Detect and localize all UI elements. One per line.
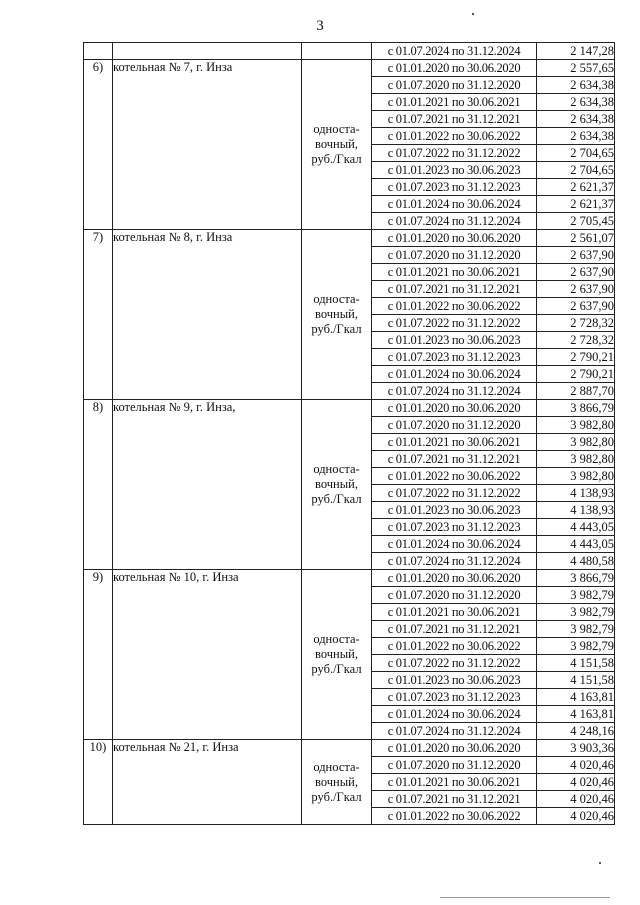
tariff-value-cell: 2 637,90 [537,281,615,298]
tariff-value-cell: 4 151,58 [537,655,615,672]
tariff-value-cell: 4 443,05 [537,536,615,553]
period-cell: с 01.07.2023 по 31.12.2023 [372,179,537,196]
tariff-unit-line: руб./Гкал [311,789,362,804]
tariff-value-cell: 4 020,46 [537,791,615,808]
tariff-unit [302,230,372,400]
period-cell: с 01.01.2024 по 30.06.2024 [372,536,537,553]
tariff-table-body [84,43,615,825]
tariff-value-cell: 2 557,65 [537,60,615,77]
period-cell: с 01.01.2022 по 30.06.2022 [372,638,537,655]
table-row [84,230,615,247]
tariff-value-cell: 3 982,80 [537,417,615,434]
tariff-value-cell: 3 982,80 [537,451,615,468]
period-cell: с 01.01.2024 по 30.06.2024 [372,706,537,723]
period-cell: с 01.01.2023 по 30.06.2023 [372,332,537,349]
tariff-value-cell: 4 020,46 [537,808,615,825]
period-cell: с 01.07.2024 по 31.12.2024 [372,213,537,230]
tariff-value-cell: 3 866,79 [537,570,615,587]
tariff-unit-line: руб./Гкал [311,152,362,166]
boiler-house-name: котельная № 9, г. Инза, [113,400,302,570]
period-cell: с 01.01.2020 по 30.06.2020 [372,230,537,247]
period-cell: с 01.01.2023 по 30.06.2023 [372,672,537,689]
tariff-unit [302,400,372,570]
tariff-value-cell: 2 634,38 [537,111,615,128]
tariff-value-cell: 2 790,21 [537,349,615,366]
tariff-value-cell: 2 704,65 [537,162,615,179]
period-cell: с 01.01.2021 по 30.06.2021 [372,774,537,791]
period-cell: с 01.01.2020 по 30.06.2020 [372,740,537,757]
item-number: 6) [84,60,113,230]
tariff-value-cell: 2 634,38 [537,128,615,145]
tariff-value-cell: 3 903,36 [537,740,615,757]
table-row [84,570,615,587]
tariff-value-cell: 2 790,21 [537,366,615,383]
tariff-value-cell: 3 982,79 [537,604,615,621]
period-cell: с 01.07.2020 по 31.12.2020 [372,77,537,94]
period-cell: с 01.07.2024 по 31.12.2024 [372,553,537,570]
tariff-value-cell: 2 637,90 [537,247,615,264]
tariff-table [83,42,615,825]
tariff-value-cell: 4 020,46 [537,757,615,774]
tariff-unit-line: руб./Гкал [311,492,362,506]
tariff-value-cell: 4 020,46 [537,774,615,791]
tariff-value-cell: 3 982,79 [537,638,615,655]
tariff-value-cell: 4 163,81 [537,689,615,706]
period-cell: с 01.01.2021 по 30.06.2021 [372,604,537,621]
tariff-value-cell: 2 621,37 [537,196,615,213]
boiler-house-name: котельная № 7, г. Инза [113,60,302,230]
scan-speck [472,13,474,15]
number-cell [84,43,113,60]
tariff-unit-line: руб./Гкал [311,322,362,336]
period-cell: с 01.01.2022 по 30.06.2022 [372,298,537,315]
period-cell: с 01.07.2024 по 31.12.2024 [372,383,537,400]
period-cell: с 01.07.2021 по 31.12.2021 [372,451,537,468]
tariff-value-cell: 2 728,32 [537,332,615,349]
tariff-value-cell: 4 138,93 [537,502,615,519]
period-cell: с 01.07.2020 по 31.12.2020 [372,417,537,434]
period-cell: с 01.07.2021 по 31.12.2021 [372,281,537,298]
period-cell: с 01.07.2022 по 31.12.2022 [372,145,537,162]
tariff-value-cell: 4 248,16 [537,723,615,740]
tariff-unit-line: вочный, [315,307,358,321]
period-cell: с 01.07.2020 по 31.12.2020 [372,757,537,774]
period-cell: с 01.01.2023 по 30.06.2023 [372,162,537,179]
tariff-value-cell: 2 634,38 [537,77,615,94]
period-cell: с 01.07.2022 по 31.12.2022 [372,655,537,672]
period-cell: с 01.01.2022 по 30.06.2022 [372,808,537,825]
tariff-unit-line: вочный, [315,477,358,491]
tariff-value-cell: 3 866,79 [537,400,615,417]
table-row [84,43,615,60]
table-row [84,60,615,77]
tariff-value-cell: 3 982,79 [537,587,615,604]
tariff-unit [302,570,372,740]
period-cell: с 01.01.2021 по 30.06.2021 [372,264,537,281]
tariff-value-cell: 2 704,65 [537,145,615,162]
period-cell: с 01.07.2021 по 31.12.2021 [372,111,537,128]
period-cell: с 01.01.2020 по 30.06.2020 [372,400,537,417]
period-cell: с 01.07.2023 по 31.12.2023 [372,689,537,706]
unit-cell [302,43,372,60]
tariff-unit-line: односта- [313,122,360,136]
boiler-house-name: котельная № 21, г. Инза [113,740,302,825]
item-number: 9) [84,570,113,740]
period-cell: с 01.07.2024 по 31.12.2024 [372,723,537,740]
tariff-value-cell: 2 634,38 [537,94,615,111]
period-cell: с 01.01.2022 по 30.06.2022 [372,128,537,145]
item-number: 7) [84,230,113,400]
tariff-value-cell: 2 728,32 [537,315,615,332]
item-number: 8) [84,400,113,570]
tariff-value-cell: 4 151,58 [537,672,615,689]
period-cell: с 01.07.2020 по 31.12.2020 [372,247,537,264]
boiler-house-name: котельная № 8, г. Инза [113,230,302,400]
period-cell: с 01.01.2021 по 30.06.2021 [372,434,537,451]
tariff-unit-line: односта- [313,632,360,646]
tariff-value-cell: 4 443,05 [537,519,615,536]
tariff-value-cell: 3 982,80 [537,468,615,485]
period-cell: с 01.07.2021 по 31.12.2021 [372,621,537,638]
period-cell: с 01.07.2023 по 31.12.2023 [372,519,537,536]
tariff-value-cell: 2 637,90 [537,298,615,315]
tariff-unit-line: руб./Гкал [311,662,362,676]
tariff-value-cell: 4 138,93 [537,485,615,502]
table-row [84,400,615,417]
period-cell: с 01.01.2024 по 30.06.2024 [372,196,537,213]
item-number: 10) [84,740,113,825]
tariff-value-cell: 2 621,37 [537,179,615,196]
period-cell: с 01.01.2024 по 30.06.2024 [372,366,537,383]
scan-edge-line [440,897,610,898]
tariff-unit-line: вочный, [315,137,358,151]
period-cell: с 01.07.2022 по 31.12.2022 [372,485,537,502]
period-cell: с 01.01.2020 по 30.06.2020 [372,570,537,587]
tariff-value-cell: 2 561,07 [537,230,615,247]
tariff-value-cell: 3 982,79 [537,621,615,638]
tariff-unit-line: односта- [313,759,360,774]
tariff-unit [302,60,372,230]
name-cell [113,43,302,60]
boiler-house-name: котельная № 10, г. Инза [113,570,302,740]
tariff-unit-line: вочный, [315,774,358,789]
period-cell: с 01.07.2021 по 31.12.2021 [372,791,537,808]
tariff-value-cell: 4 480,58 [537,553,615,570]
tariff-value-cell: 2 637,90 [537,264,615,281]
page-number: 3 [316,18,324,34]
tariff-value-cell: 4 163,81 [537,706,615,723]
tariff-unit-line: односта- [313,292,360,306]
period-cell: с 01.01.2023 по 30.06.2023 [372,502,537,519]
period-cell: с 01.01.2022 по 30.06.2022 [372,468,537,485]
period-cell: с 01.07.2024 по 31.12.2024 [372,43,537,60]
period-cell: с 01.07.2022 по 31.12.2022 [372,315,537,332]
tariff-unit-line: вочный, [315,647,358,661]
period-cell: с 01.07.2020 по 31.12.2020 [372,587,537,604]
period-cell: с 01.01.2021 по 30.06.2021 [372,94,537,111]
period-cell: с 01.01.2020 по 30.06.2020 [372,60,537,77]
tariff-value-cell: 2 887,70 [537,383,615,400]
scan-speck [599,862,601,864]
period-cell: с 01.07.2023 по 31.12.2023 [372,349,537,366]
tariff-unit [302,740,372,825]
tariff-value-cell: 3 982,80 [537,434,615,451]
tariff-unit-line: односта- [313,462,360,476]
tariff-value-cell: 2 147,28 [537,43,615,60]
tariff-value-cell: 2 705,45 [537,213,615,230]
table-row [84,740,615,757]
